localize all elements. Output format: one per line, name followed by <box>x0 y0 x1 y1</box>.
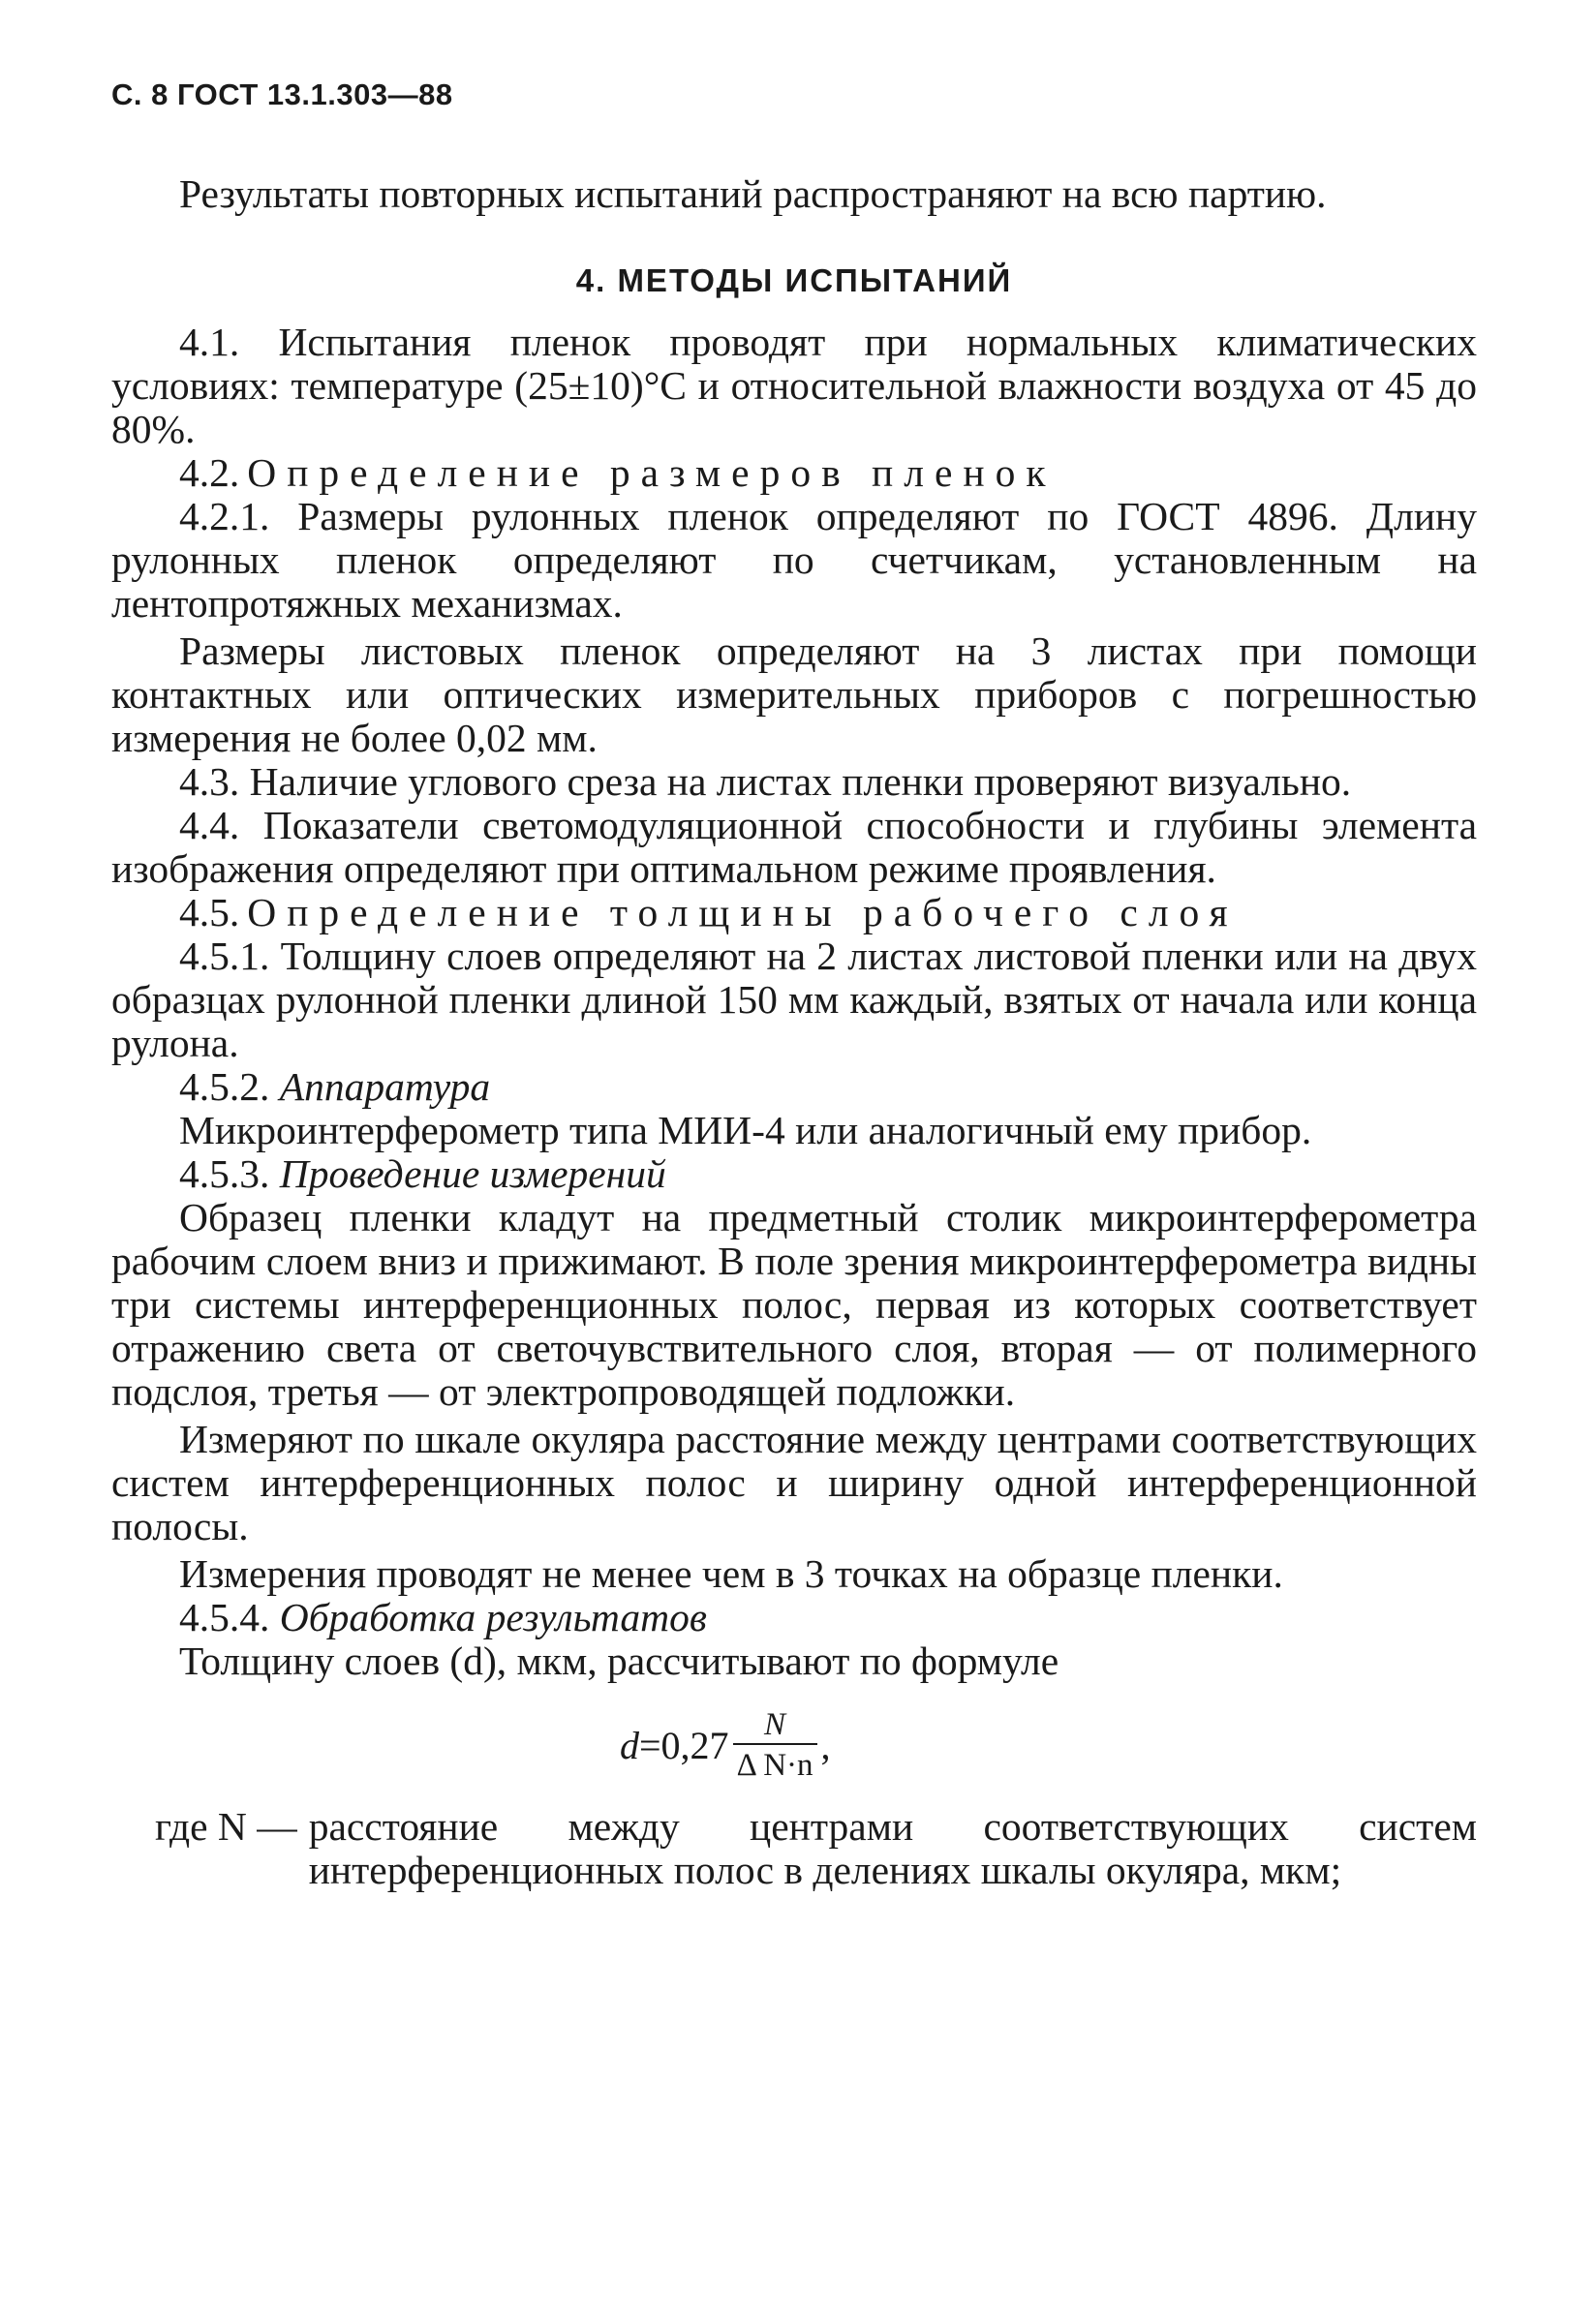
paragraph-4-5-2-text: Микроинтерферометр типа МИИ-4 или аналогичный ему прибор. <box>179 1108 1312 1152</box>
heading-4-5-2 <box>111 1065 1477 1109</box>
item-number: 4.5.3. <box>179 1151 270 1196</box>
document-page <box>111 77 1477 1892</box>
thickness-formula <box>111 1689 1477 1805</box>
paragraph-4-5-4-text: Толщину слоев (d), мкм, рассчитывают по формуле <box>179 1639 1059 1683</box>
item-number: 4.5.4. <box>179 1595 270 1639</box>
subsection-number: 4.2. <box>179 450 240 495</box>
heading-4-5-4 <box>111 1596 1477 1639</box>
subsection-heading-4-2 <box>111 451 1477 495</box>
paragraph-4-4: 4.4. Показатели светомодуляционной способности и глубины элемента изображения определяют при оптимальном режиме проявления. <box>111 803 1477 891</box>
formula-tail: , <box>820 1723 831 1767</box>
paragraph-4-5-1: 4.5.1. Толщину слоев определяют на 2 листах листовой пленки или на двух образцах рулонной пленки длиной 150 мм каждый, взятых от начала или конца рулона. <box>111 934 1477 1065</box>
formula-lhs: d <box>620 1723 639 1767</box>
paragraph-4-5-3-text-1: Образец пленки кладут на предметный столик микроинтерферометра рабочим слоем вниз и прижимают. В поле зрения микроинтерферометра видны три системы интерференционных полос, первая из которых соответствует отражению света от светочувствительного слоя, вторая — от полимерного подслоя, третья — от электропроводящей подложки. <box>111 1195 1477 1414</box>
paragraph-4-1: 4.1. Испытания пленок проводят при нормальных климатических условиях: температуре (25±10)°С и относительной влажности воздуха от 45 до 80%. <box>111 320 1477 451</box>
where-clause <box>155 1805 1477 1892</box>
formula-numerator: N <box>764 1707 786 1742</box>
paragraph-4-5-3-text-3: Измерения проводят не менее чем в 3 точках на образце пленки. <box>179 1551 1283 1596</box>
subsection-title: Определение толщины рабочего слоя <box>247 890 1239 934</box>
paragraph-4-5-3-text-2: Измеряют по шкале окуляра расстояние между центрами соответствующих систем интерференционных полос и ширину одной интерференционной полосы. <box>111 1417 1477 1548</box>
item-number: 4.5.2. <box>179 1064 270 1109</box>
item-title: Проведение измерений <box>279 1151 666 1196</box>
paragraph-4-2-1-continued: Размеры листовых пленок определяют на 3 листах при помощи контактных или оптических измерительных приборов с погрешностью измерения не более 0,02 мм. <box>111 628 1477 760</box>
formula-fraction <box>733 1706 817 1784</box>
where-label: где N — <box>155 1804 297 1849</box>
heading-4-5-3 <box>111 1152 1477 1196</box>
subsection-title: Определение размеров пленок <box>247 450 1057 495</box>
item-title: Аппаратура <box>279 1064 491 1109</box>
formula-denominator: Δ N·n <box>733 1743 817 1784</box>
section-title: 4. МЕТОДЫ ИСПЫТАНИЙ <box>575 262 1013 298</box>
subsection-heading-4-5 <box>111 891 1477 934</box>
item-title: Обработка результатов <box>279 1595 707 1639</box>
paragraph-4-3: 4.3. Наличие углового среза на листах пленки проверяют визуально. <box>179 759 1352 804</box>
where-text: расстояние между центрами соответствующих систем интерференционных полос в делениях шкалы окуляра, мкм; <box>308 1804 1477 1892</box>
formula-coefficient: =0,27 <box>639 1723 729 1767</box>
intro-paragraph: Результаты повторных испытаний распространяют на всю партию. <box>179 171 1327 216</box>
page-header: С. 8 ГОСТ 13.1.303—88 <box>111 77 453 111</box>
subsection-number: 4.5. <box>179 890 240 934</box>
paragraph-4-2-1: 4.2.1. Размеры рулонных пленок определяют по ГОСТ 4896. Длину рулонных пленок определяют по счетчикам, установленным на лентопротяжных механизмах. <box>111 494 1477 626</box>
